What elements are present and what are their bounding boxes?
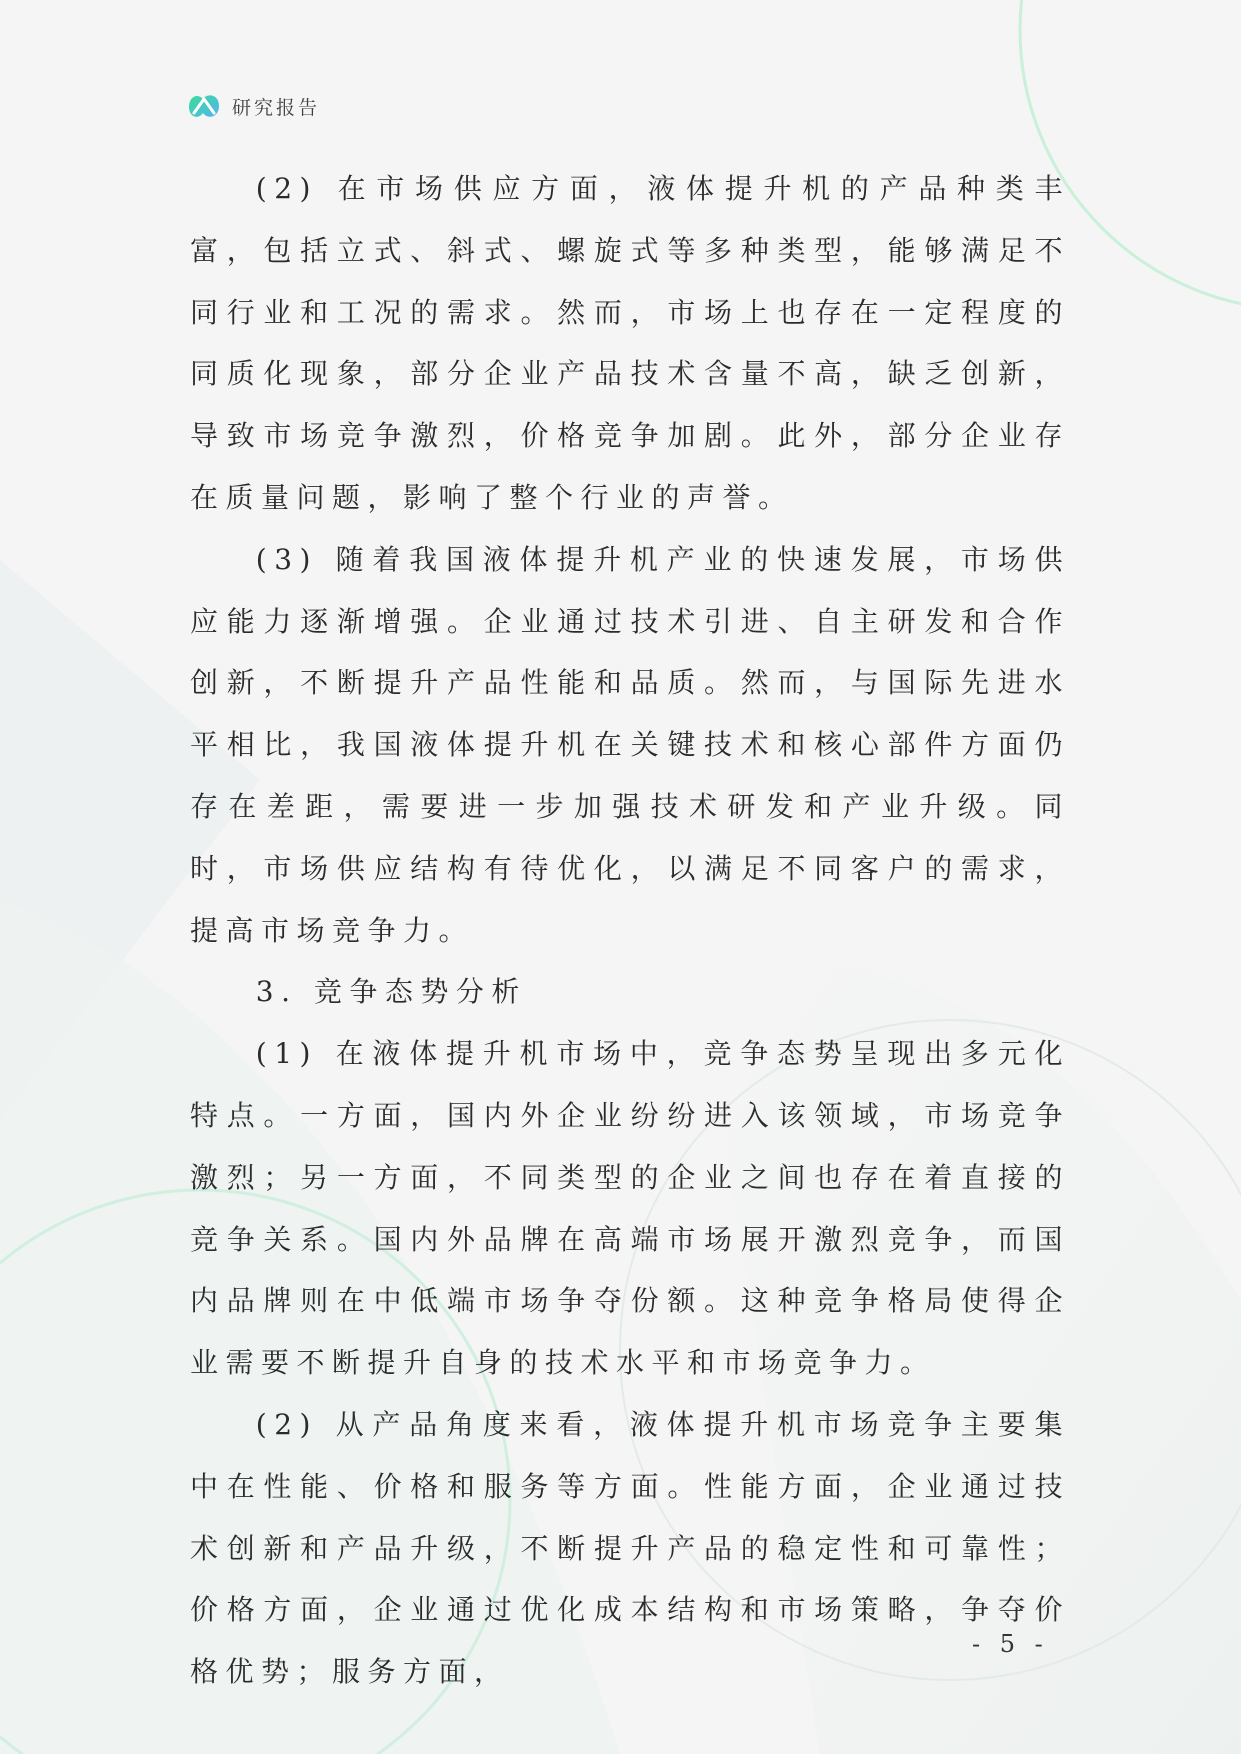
paragraph: (2) 从产品角度来看，液体提升机市场竞争主要集中在性能、价格和服务等方面。性能方面，企业通过技术创新和产品升级，不断提升产品的稳定性和可靠性；价格方面，企业通过优化成本结构和市场策略，争夺价格优势；服务方面， (190, 1407, 1070, 1689)
document-body (190, 158, 1070, 1703)
leaf-logo-icon (186, 90, 222, 122)
paragraph: (1) 在液体提升机市场中，竞争态势呈现出多元化特点。一方面，国内外企业纷纷进入该领域，市场竞争激烈；另一方面，不同类型的企业之间也存在着直接的竞争关系。国内外品牌在高端市场展开激烈竞争，而国内品牌则在中低端市场争夺份额。这种竞争格局使得企业需要不断提升自身的技术水平和市场竞争力。 (190, 1037, 1070, 1380)
header-title: 研究报告 (232, 96, 321, 119)
paragraph: (3) 随着我国液体提升机产业的快速发展，市场供应能力逐渐增强。企业通过技术引进、自主研发和合作创新，不断提升产品性能和品质。然而，与国际先进水平相比，我国液体提升机在关键技术和核心部件方面仍存在差距，需要进一步加强技术研发和产业升级。同时，市场供应结构有待优化，以满足不同客户的需求，提高市场竞争力。 (190, 542, 1070, 947)
page-number: - 5 - (972, 1630, 1049, 1658)
section-heading: 3. 竞争态势分析 (255, 975, 527, 1009)
paragraph: (2) 在市场供应方面，液体提升机的产品种类丰富，包括立式、斜式、螺旋式等多种类型，能够满足不同行业和工况的需求。然而，市场上也存在一定程度的同质化现象，部分企业产品技术含量不高，缺乏创新，导致市场竞争激烈，价格竞争加剧。此外，部分企业存在质量问题，影响了整个行业的声誉。 (190, 172, 1070, 514)
document-header (186, 86, 320, 126)
